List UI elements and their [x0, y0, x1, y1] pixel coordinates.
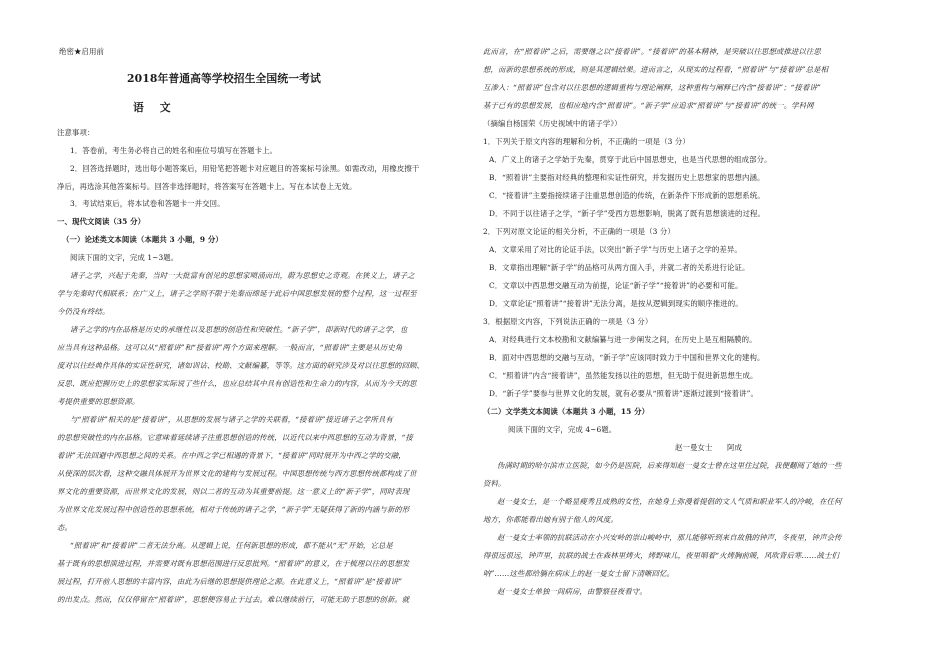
notice-item: 净后，再选涂其他答案标号。回答非选择题时，将答案写在答题卡上。写在本试卷上无效。: [57, 182, 357, 191]
question-3-option: D．“新子学”要参与世界文化的发展，就有必要从“照着讲”逐渐过渡到“接着讲”。: [489, 389, 758, 398]
passage-line: 度对以往经典作具体的实证性研究，诸如训诂、校勘、文献编纂，等等。这方面的研究涉及对以往思想的回顾、: [57, 361, 425, 370]
passage-line: 展过程，打开前人思想的丰富内容，由此为后继的思想提供理论之源。在此意义上，“照着讲”是“接着讲”: [57, 577, 403, 586]
exam-title: 2018年普通高等学校招生全国统一考试: [127, 72, 321, 85]
story-line: 赵一曼女士，是一个略显瘦秀且成熟的女性，在她身上弥漫着提倡的文人气质和职业军人的冷峻，在任何: [497, 497, 842, 506]
passage-line: 此而言，在“照着讲”之后，需要继之以“接着讲”。“接着讲”的基本精神，是突破以往思想或推进以往思: [483, 47, 821, 56]
story-line: 伪满时期的哈尔滨市立医院，如今仍是医院，后来得知赵一曼女士曾在这里住过院，我便翻阅了她的一些: [497, 461, 842, 470]
notice-heading: 注意事项：: [57, 128, 95, 137]
passage-line: “照着讲”和“接着讲”二者无法分离。从逻辑上说，任何新思想的形成，都不能从“无”开始，它总是: [70, 541, 393, 550]
question-3-option: A．对经典进行文本校勘和文献编纂与进一步阐发之间，在历史上是互相隔膜的。: [489, 335, 757, 344]
passage-line: 想，而新的思想系统的形成，则是其逻辑结果。进而言之，从现实的过程看，“照着讲”与“接着讲”总是相: [483, 65, 829, 74]
passage-source: （摘编自杨国荣《历史视域中的诸子学》）: [483, 119, 622, 128]
notice-item: 2．回答选择题时，选出每小题答案后，用铅笔把答题卡对应题目的答案标号涂黑。如需改动，用橡皮擦干: [70, 164, 420, 173]
story-line: 呐”……这些都给躺在病床上的赵一曼女士留下清晰回忆。: [483, 569, 675, 578]
question-2-option: C．文章以中西思想交融互动为前提，论证“新子学”“接着讲”的必要和可能。: [489, 281, 743, 290]
passage-line: 互渗入：“照着讲”包含对以往思想的逻辑重构与理论阐释，这种重构与阐释已内含“接着讲”；“接着讲”: [483, 83, 821, 92]
question-2: 2．下列对原文论证的相关分析，不正确的一项是（3 分）: [483, 227, 675, 236]
story-line: 赵一曼女士率领的抗联活动在小兴安岭的崇山峻岭中，那儿能够听到来自故俄的钟声，冬夜里，钟声会传: [497, 533, 842, 542]
passage-line: 界文化的重要资源，而世界文化的发展，则以二者的互动为其重要前提。这一意义上的“新子学”，同时表现: [57, 487, 410, 496]
passage-line: 诸子之学的内在品格是历史的承继性以及思想的创造性和突破性。“新子学”，即新时代的诸子之学，也: [70, 325, 408, 334]
passage-line: 基于已有的思想发展，也相应地内含“照着讲”。“新子学”应追求“照着讲”与“接着讲”的统一。学科网: [483, 101, 814, 110]
story-author: 阿成: [727, 443, 742, 452]
notice-item: 1．答卷前，考生务必将自己的姓名和座位号填写在答题卡上。: [70, 146, 278, 155]
subsection-heading: （二）文学类文本阅读（本题共 3 小题，15 分）: [483, 407, 650, 416]
question-1-option: C．“接着讲”主要指接续诸子注重思想创造的传统，在新条件下形成新的思想系统。: [489, 191, 765, 200]
section-heading: 一、现代文阅读（35 分）: [57, 217, 146, 226]
question-3-option: C．“照着讲”内含“接着讲”，虽然能发扬以往的思想，但无助于促进新思想生成。: [489, 371, 758, 380]
passage-line: 应当具有这种品格。这可以从“照着讲”和“接着讲”两个方面来理解。一般而言，“照着讲”主要是从历史角: [57, 343, 403, 352]
reading-instruction: 阅读下面的文字，完成 1~3题。: [70, 253, 179, 262]
story-line: 地方，你都能看出她有别于他人的风度。: [483, 515, 618, 524]
question-1-option: A．广义上的诸子之学始于先秦，贯穿于此后中国思想史，也是当代思想的组成部分。: [489, 155, 772, 164]
question-1-option: B．“照着讲”主要指对经典的整理和实证性研究，并发掘历史上思想家的思想内涵。: [489, 173, 765, 182]
passage-line: 态。: [57, 523, 72, 532]
passage-line: 基于既有的思想演进过程，并需要对既有思想范围进行反思批判。“照着讲”的意义，在于梳理以往的思想发: [57, 559, 410, 568]
reading-instruction: 阅读下面的文字，完成 4~6题。: [508, 425, 617, 434]
story-title: 赵一曼女士: [675, 443, 713, 452]
passage-line: 诸子之学，兴起于先秦，当时一大批富有创见的思想家喷涌而出，蔚为思想史之奇观。在狭义上，诸子之: [70, 271, 415, 280]
notice-item: 3．考试结束后，将本试卷和答题卡一并交回。: [70, 199, 225, 208]
question-3-option: B．面对中西思想的交融与互动，“新子学”应该同时致力于中国和世界文化的建构。: [489, 353, 765, 362]
subsection-heading: （一）论述类文本阅读（本题共 3 小题，9 分）: [62, 235, 223, 244]
story-line: 赵一曼女士单独一间病房，由警察昼夜看守。: [497, 587, 647, 596]
passage-line: 今仍没有终结。: [57, 307, 110, 316]
passage-line: 从使深的层次看，这种交融具体展开为世界文化的建构与发展过程。中国思想传统与西方思想传统都构成了世: [57, 469, 417, 478]
story-line: 资料。: [483, 479, 506, 488]
question-3: 3．根据原文内容，下列说法正确的一项是（3 分）: [483, 317, 653, 326]
question-2-option: B．文章指出理解“新子学”的品格可从两方面入手，并就二者的关系进行论证。: [489, 263, 750, 272]
passage-line: 学与先秦时代相联系；在广义上，诸子之学则不限于先秦而绵延于此后中国思想发展的整个过程，这一过程至: [57, 289, 417, 298]
question-1-option: D．不同于以往诸子之学，“新子学”受西方思想影响，脱离了既有思想演进的过程。: [489, 209, 765, 218]
passage-line: 着讲”无法回避中西思想之间的关系。在中西之学已相遇的背景下，“接着讲”同时展开为中西之学的交融，: [57, 451, 406, 460]
subject-title: 语文: [133, 101, 187, 114]
confidential-header: 绝密★启用前: [59, 47, 104, 56]
question-2-option: D．文章论证“照着讲”“接着讲”无法分离，是按从逻辑到现实的顺序推进的。: [489, 299, 743, 308]
passage-line: 的思想突破性的内在品格。它意味着延续诸子注重思想创造的传统，以近代以来中西思想的互动为背景，“接: [57, 433, 413, 442]
question-2-option: A．文章采用了对比的论证手法，以突出“新子学”与历史上诸子之学的差异。: [489, 245, 742, 254]
question-1: 1．下列关于原文内容的理解和分析，不正确的一项是（3 分）: [483, 137, 690, 146]
story-line: 得很远很远，钟声里，抗联的战士在森林里烤火，烤野味儿，夜里唱着“火烤胸前暖，风吹背后寒……战士们: [483, 551, 839, 560]
passage-line: 的出发点。然而，仅仅停留在“照着讲”，思想便容易止于过去。难以继续前行，可能无助于思想的创新。就: [57, 595, 410, 604]
passage-line: 反思、既应把握历史上的思想家实际说了些什么，也应总结其中具有创造性和生命力的内容，从而为今天的思: [57, 379, 417, 388]
passage-line: 为世界文化发展过程中创造性的思想系统，相对于传统的诸子之学，“新子学”无疑获得了新的内涵与新的形: [57, 505, 410, 514]
passage-line: 与“照着讲”相关的是“接着讲”，从思想的发展与诸子之学的关联看，“接着讲”接近诸子之学所具有: [70, 415, 393, 424]
passage-line: 考提供重要的思想资源。: [57, 397, 140, 406]
